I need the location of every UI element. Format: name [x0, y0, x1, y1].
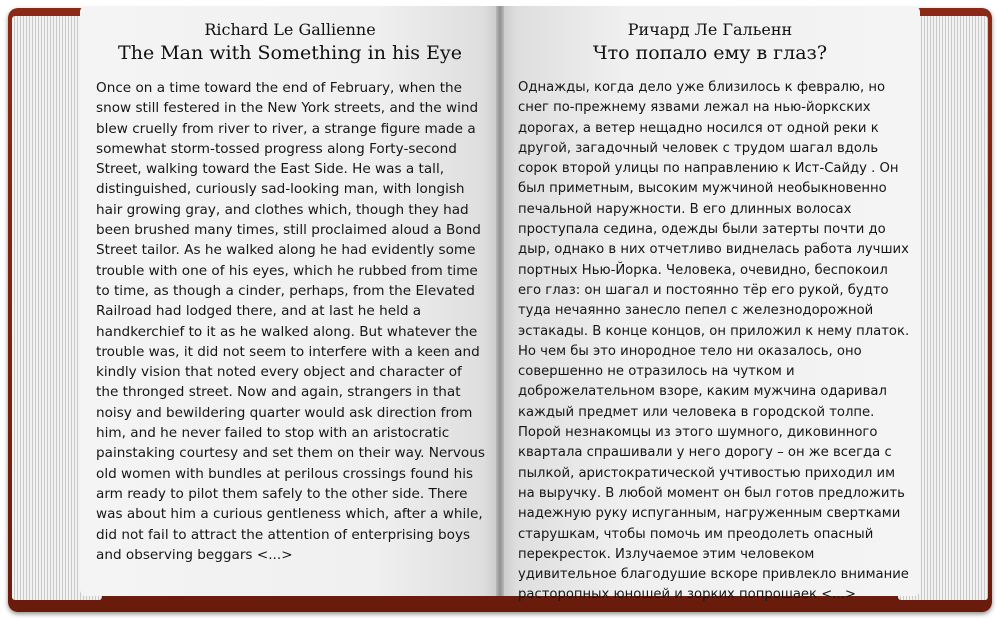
left-title: The Man with Something in his Eye — [118, 42, 462, 64]
left-page — [80, 6, 500, 596]
right-title: Что попало ему в глаз? — [592, 42, 828, 64]
book-gutter — [496, 6, 504, 596]
right-page — [500, 6, 920, 603]
right-author: Ричард Ле Гальенн — [627, 20, 793, 39]
right-body-text: Однажды, когда дело уже близилось к февралю, но снег по-прежнему язвами лежал на нью-йоркских дорогах, а ветер нещадно носился от одной реки к другой, загадочный человек с трудом шагал вдоль сорок второй улицы по направлению к Ист-Сайду . Он был приметным, высоким мужчиной необыкновенно печальной наружности. В его длинных волосах проступала седина, одежды были затерты почти до дыр, однако в них отчетливо виднелась работа лучших портных Нью-Йорка. Человека, очевидно, беспокоил его глаз: он шагал и постоянно тёр его рукой, будто туда нечаянно занесло пепел с железнодорожной эстакады. В конце концов, он приложил к нему платок. Но чем бы это инородное тело ни оказалось, оно совершенно не отразилось на чутком и доброжелательном взоре, каким мужчина одаривал каждый предмет или человека в городской толпе. Порой незнакомцы из этого шумного, диковинного квартала спрашивали у него дорогу – он же всегда с пылкой, аристократической учтивостью приходил им на выручку. В любой момент он был готов предложить надежную руку испуганным, нагруженным свертками старушкам, чтобы помочь им преодолеть опасный перекресток. Излучаемое этим человеком удивительное благодушие вскоре привлекло внимание расторопных юношей и зорких попрошаек <...> — [518, 80, 910, 603]
left-body-text: Once on a time toward the end of February, when the snow still festered in the New York streets, and the wind blew cruelly from river to river, a strange figure made a somewhat storm-tossed progress along Forty-second Street, walking toward the East Side. He was a tall, distinguished, curiously sad-looking man, with longish hair growing gray, and clothes which, though they had been brushed many times, still proclaimed aloud a Bond Street tailor. As he walked along he had evidently some trouble with one of his eyes, which he rubbed from time to time, as though a cinder, perhaps, from the Elevated Railroad had lodged there, and at last he held a handkerchief to it as he walked along. But whatever the trouble was, it did not seem to interfere with a keen and kindly vision that noted every object and character of the thronged street. Now and again, strangers in that noisy and bewildering quarter would ask direction from him, and he never failed to stop with an aristocratic painstaking courtesy and set them on their way. Nervous old women with bundles at perilous crossings found his arm ready to pilot them safely to the other side. There was about him a curious gentleness which, after a while, did not fail to attract the attention of enterprising boys and observing beggars <...> — [96, 80, 485, 563]
left-author: Richard Le Gallienne — [204, 20, 376, 39]
